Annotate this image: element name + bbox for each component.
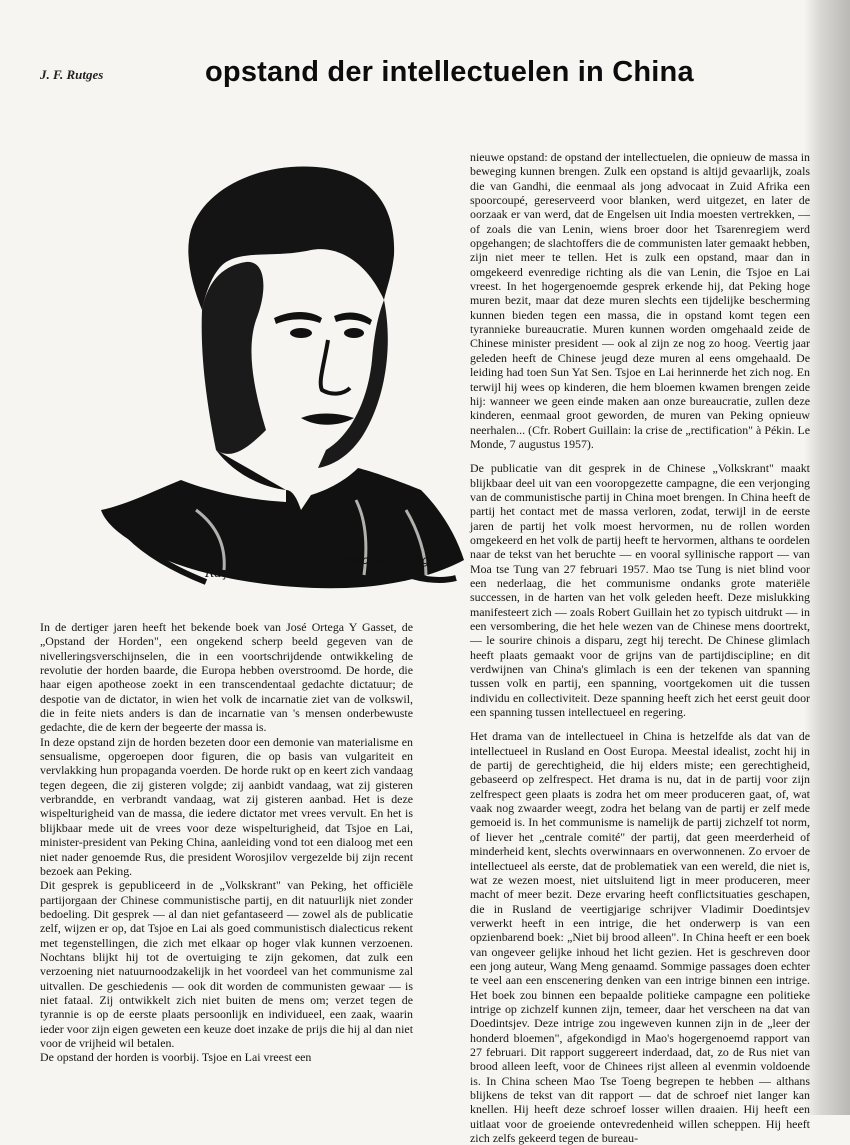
portrait-face-shadow: [202, 262, 266, 454]
artist-signature: Raça: [205, 566, 236, 580]
portrait-caption: Mao Tse Toeng: [345, 553, 430, 567]
paragraph: In de dertiger jaren heeft het bekende boek van José Ortega Y Gasset, de „Opstand der Horden", een ongekend scherp beeld gegeven van de nivelleringsverschijnselen, die in een voortschrijdende ontwikkeling de revolutie der horden baarde, die Europa hebben overstroomd. De horde, die haar eigen apotheose zoekt in een transcendentaal gedachte dictatuur; de despotie van de dictator, in wien het volk de incarnatie ziet van de volkswil, die in feite niets anders is dan de incarnatie van 's mensen onderbewuste gedachte, die de kern der begeerte der massa is.: [40, 620, 413, 735]
paragraph: De opstand der horden is voorbij. Tsjoe en Lai vreest een: [40, 1050, 312, 1065]
author-name: J. F. Rutges: [40, 67, 104, 82]
paragraph: Het drama van de intellectueel in China is hetzelfde als dat van de intellectueel in Rusland en Oost Europa. Meestal idealist, zocht hij in de partij de gerechtigheid, die hij elders miste; een gerechtigheid, gebaseerd op zelfrespect. Het drama is nu, dat in de partij voor zijn zelfrespect geen plaats is zodra het om meer produceren gaat, of, wat vaak nog zwaarder weegt, zodra het belang van de partij er zelf mede gemoeid is. In het communisme is namelijk de partij zichzelf tot norm, of liever het „centrale comité" der partij, dat geen meerderheid of minderheid kent, slechts overwinnaars en overwonnenen. Zo ervoer de intellectueel als eerste, dat de problematiek van een wereld, die niet is, wat ze wezen moest, niet uitsluitend ligt in meer produceren, meer macht of meer bezit. Deze ervaring heeft conflictsituaties geschapen, die in Rusland de veertigjarige schrijver Vladimir Doedintsjev verwerkt heeft in een intrige, die het onderwerp is van een opzienbarend boek: „Niet bij brood alleen". In China heeft er een boek van ongeveer gelijke inhoud het licht gezien. Het is geschreven door een jong auteur, Wang Meng genaamd. Sommige passages doen echter te veel aan een enscenering denken van een intrige binnen een intrige. Het boek zou binnen een bepaalde politieke campagne een politieke intrige op zichzelf kunnen zijn, temeer, daar het verscheen na dat van Doedintsjev. Deze intrige zou ingeweven kunnen zijn in de „leer der honderd bloemen", afgekondigd in Mao's hogergenoemd rapport van 27 februari. Dit rapport suggereert inderdaad, dat, zo de Rus niet van brood alleen leeft, voor de Chinees rijst alleen al evenmin voldoende is. In China scheen Mao Tse Toeng begrepen te hebben — althans blijkens de tekst van dit rapport — dat de schroef niet langer kan knellen. Hij heeft deze schroef losser willen draaien. Hij heeft een uitlaat voor de groeiende ontevredenheid willen scheppen. Hij heeft zich zelfs gekeerd tegen de bureau-: [470, 729, 810, 1145]
portrait-illustration: [96, 150, 466, 600]
paragraph: In deze opstand zijn de horden bezeten door een demonie van materialisme en sensualisme, opgeroepen door figuren, die op basis van vulgariteit en vervlakking hun propaganda voerden. De horde rukt op en keert zich vandaag tegen degeen, die zij gisteren volgde; zij aanbidt vandaag, wat zij gisteren verbrandde, en verbrandt vandaag, wat zij gisteren aanbad. Het is deze wispelturigheid van de massa, die iedere dictator met vrees vervult. En het is blijkbaar mede uit de vrees voor deze wispelturigheid, dat Tsjoe en Lai, minister-president van Peking China, aanleiding vond tot een dialoog met een niet nader genoemde Rus, die president Worosjilov vergezelde bij zijn recent bezoek aan Peking.: [40, 734, 413, 878]
paragraph: Dit gesprek is gepubliceerd in de „Volkskrant" van Peking, het officiële partijorgaan der Chinese communistische partij, en dit natuurlijk niet zonder bedoeling. Dit gesprek — al dan niet gefantaseerd — zowel als de publicatie zelf, wijzen er op, dat Tsjoe en Lai als goed communistisch dialecticus rekent met tegenstellingen, die zich met elkaar op hoger vlak kunnen verzoenen. Nochtans blijkt hij tot de overtuiging te zijn gekomen, dat zulk een verzoening niet natuurnoodzakelijk in het voordeel van het communisme zal uitvallen. De geschiedenis — ook dit worden de communisten gewaar — is niet fataal. Zij ontwikkelt zich niet buiten de mens om; verzet tegen de tyrannie is op de eerste plaats persoonlijk en individueel, een zaak, waarin ieder voor zijn eigen geweten een keuze doet inzake de prijs die hij al dan niet voor de vrijheid wil betalen.: [40, 878, 413, 1050]
left-column: [40, 620, 413, 1065]
paragraph: De publicatie van dit gesprek in de Chinese „Volkskrant" maakt blijkbaar deel uit van een vooropgezette campagne, die een verjonging van de communistische partij in China moet brengen. In China heeft de partij het contact met de massa verloren, zodat, terwijl in de eerste jaren de partij het volk moest hervormen, nu de rollen worden omgekeerd en het volk de partij heeft te hervormen, althans te oordelen naar de tekst van het beruchte — en vooral syllinische rapport — van Moa tse Tung van 27 februari 1957. Mao tse Tung is niet blind voor een nederlaag, die het communisme ondanks grote materiële successen, in de harten van het volk geleden heeft. Deze mislukking manifesteert zich — zoals Robert Guillain het zo typisch uitdrukt — in een versombering, die het hele wezen van de Chinese mens doortrekt, — le sourire chinois a disparu, zegt hij terecht. De Chinese glimlach heeft plaats gemaakt voor de grijns van de partijdiscipline; en dit verdwijnen van China's glimlach is een der tekenen van spanning tussen volk en partij, een spanning, voortgekomen uit die tussen individu en collectiviteit. Deze spanning heeft zich het eerst geuit door een spanning tussen intellectueel en regering.: [470, 461, 810, 720]
page-edge-shadow: [804, 0, 850, 1115]
article-title: opstand der intellectuelen in China: [205, 56, 694, 88]
right-column: [470, 150, 810, 1145]
paragraph: nieuwe opstand: de opstand der intellectuelen, die opnieuw de massa in beweging kunnen brengen. Zulk een opstand is altijd gevaarlijk, zoals die van Gandhi, die eenmaal als jong advocaat in Zuid Afrika een spoorcoupé, gereserveerd voor blanken, werd uitgezet, en later de oorzaak er van werd, dat de Engelsen uit India moesten vertrekken, — of zoals die van Lenin, wiens broer door het Tsarenregiem werd opgehangen; de slachtoffers die de communisten later gemaakt hebben, zijn niet meer te tellen. Het is zulk een opstand, maar dan in omgekeerd evenredige richting als die van Lenin, die Tsjoe en Lai vreest. In het hogergenoemde gesprek erkende hij, dat Peking hoge muren bezit, maar dat deze muren slechts een tijdelijke bescherming kunnen bieden tegen een massa, die in opstand komt tegen een tyrannieke bureaucratie. Muren kunnen worden omgehaald zeide de Chinese minister president — ook al zijn ze nog zo hoog. Veertig jaar geleden heeft de Chinese jeugd deze muren al eens omgehaald. De leiding had toen Sun Yat Sen. Tsjoe en Lai herinnerde het zich nog. En terwijl hij wees op kinderen, die hem bloemen kwamen brengen zeide hij: wanneer we geen einde maken aan onze bureaucratie, zullen deze kinderen, eenmaal groot geworden, de muren van Peking opnieuw neerhalen... (Cfr. Robert Guillain: la crise de „rectification" à Pékin. Le Monde, 7 augustus 1957).: [470, 150, 810, 451]
portrait-face-right: [318, 300, 388, 468]
